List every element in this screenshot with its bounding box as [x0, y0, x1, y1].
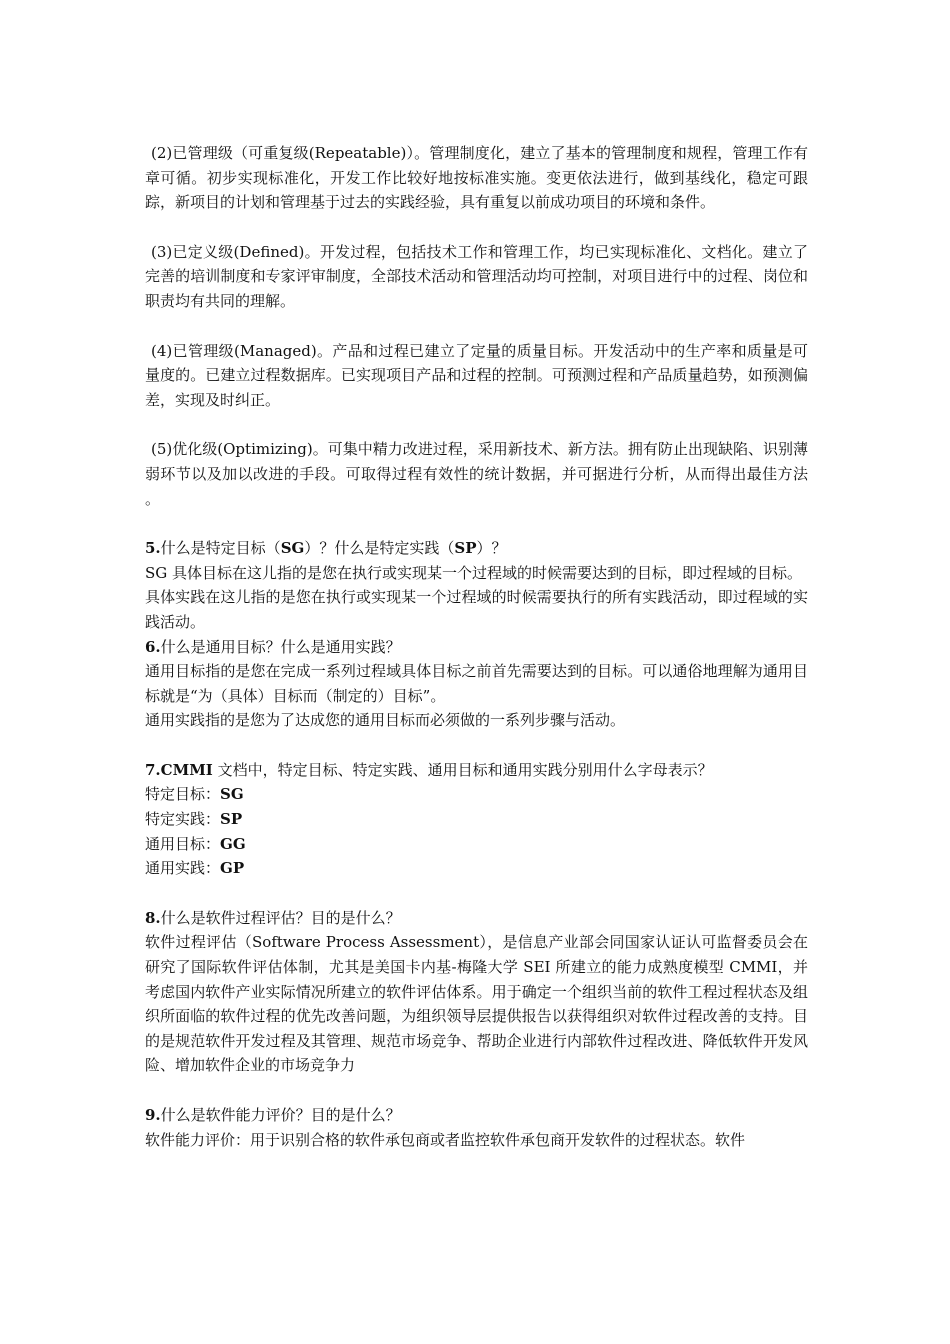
question-5-answer-1: SG 具体目标在这儿指的是您在执行或实现某一个过程域的时候需要达到的目标，即过程域的目标。: [145, 563, 803, 582]
question-title-part: ）？什么是特定实践（: [304, 539, 455, 558]
spacer: [145, 511, 808, 536]
question-title: 什么是通用目标？什么是通用实践？: [160, 637, 401, 656]
spacer: [145, 881, 808, 906]
question-number: 8.: [145, 908, 161, 927]
level-2-paragraph: (2)已管理级（可重复级(Repeatable)）。管理制度化，建立了基本的管理制度和规程，管理工作有章可循。初步实现标准化，开发工作比较好地按标准实施。变更依法进行，做到基线化，稳定可跟踪，新项目的计划和管理基于过去的实践经验，具有重复以前成功项目的环境和条件。: [145, 144, 808, 212]
abbrev-value: GG: [220, 834, 246, 853]
spacer: [145, 412, 808, 437]
abbrev-value: GP: [220, 859, 245, 878]
question-title-part: 什么是特定目标（: [160, 539, 281, 558]
question-8-answer: 软件过程评估（Software Process Assessment），是信息产业部会同国家认证认可监督委员会在研究了国际软件评估体制，尤其是美国卡内基-梅隆大学 SEI 所建立的能力成熟度模型 CMMI，并考虑国内软件产业实际情况所建立的软件评估体系。用于确定一个组织当前的软件工程过程状态及组织所面临的软件过程的优先改善问题，为组织领导层提供报告以获得组织对软件过程改善的支持。目的是规范软件开发过程及其管理、规范市场竞争、帮助企业进行内部软件过程改进、降低软件开发风险、增加软件企业的市场竞争力: [145, 933, 808, 1075]
question-title: 文档中，特定目标、特定实践、通用目标和通用实践分别用什么字母表示？: [212, 760, 713, 779]
sp-abbrev: SP: [454, 539, 477, 558]
question-number: 9.: [145, 1106, 161, 1124]
abbrev-item: [145, 782, 808, 807]
spacer: [145, 215, 808, 240]
level-3-paragraph: (3)已定义级(Defined)。开发过程，包括技术工作和管理工作，均已实现标准化、文档化。建立了完善的培训制度和专家评审制度，全部技术活动和管理活动均可控制，对项目进行中的过程、岗位和职责均有共同的理解。: [145, 242, 808, 310]
question-6-answer-1: 通用目标指的是您在完成一系列过程域具体目标之前首先需要达到的目标。可以通俗地理解为通用目标就是“为（具体）目标而（制定的）目标”。: [145, 662, 808, 705]
abbrev-item: [145, 856, 808, 881]
question-8-heading: [145, 906, 808, 931]
abbrev-value: SP: [220, 810, 243, 829]
question-5-answer-2: 具体实践在这儿指的是您在执行或实现某一个过程域的时候需要执行的所有实践活动，即过程域的实践活动。: [145, 588, 808, 631]
abbrev-label: 通用实践：: [145, 859, 221, 878]
abbrev-label: 通用目标：: [145, 834, 221, 853]
abbrev-label: 特定目标：: [145, 785, 221, 804]
question-5-heading: [145, 536, 808, 561]
question-6-heading: [145, 635, 808, 660]
spacer: [145, 314, 808, 339]
question-number: 6.: [145, 637, 161, 656]
abbrev-item: [145, 807, 808, 832]
question-9-answer: 软件能力评价：用于识别合格的软件承包商或者监控软件承包商开发软件的过程状态。软件: [145, 1130, 746, 1149]
question-title: 什么是软件能力评价？目的是什么？: [160, 1106, 401, 1124]
sg-abbrev: SG: [280, 539, 305, 558]
question-number: 7.CMMI: [145, 760, 213, 779]
level-5-paragraph: (5)优化级(Optimizing)。可集中精力改进过程，采用新技术、新方法。拥有防止出现缺陷、识别薄弱环节以及加以改进的手段。可取得过程有效性的统计数据，并可据进行分析，从而得出最佳方法 。: [145, 440, 808, 508]
question-title-part: ）？: [476, 539, 507, 558]
spacer: [145, 733, 808, 758]
level-4-paragraph: (4)已管理级(Managed)。产品和过程已建立了定量的质量目标。开发活动中的生产率和质量是可量度的。已建立过程数据库。已实现项目产品和过程的控制。可预测过程和产品质量趋势，如预测偏差，实现及时纠正。: [145, 341, 808, 409]
question-title: 什么是软件过程评估？目的是什么？: [160, 908, 401, 927]
abbrev-item: [145, 832, 808, 857]
abbrev-label: 特定实践：: [145, 810, 221, 829]
question-6-answer-2: 通用实践指的是您为了达成您的通用目标而必须做的一系列步骤与活动。: [145, 711, 626, 730]
question-9-heading: [145, 1103, 808, 1128]
spacer: [145, 1078, 808, 1103]
abbrev-value: SG: [220, 785, 244, 804]
question-7-heading: [145, 758, 808, 783]
document-page: [145, 141, 808, 1152]
question-number: 5.: [145, 539, 161, 558]
